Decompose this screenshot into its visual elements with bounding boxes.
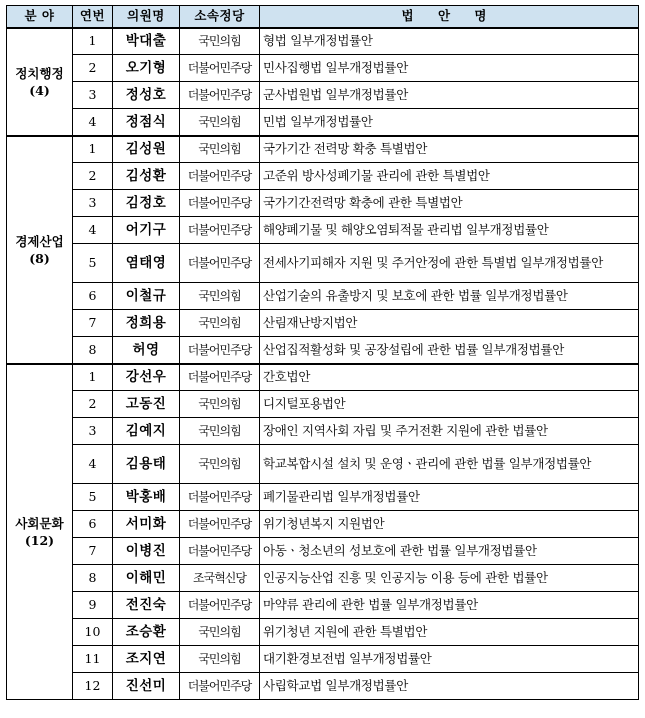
table-row <box>7 337 639 364</box>
member-name: 정점식 <box>113 109 180 136</box>
bill-title: 폐기물관리법 일부개정법률안 <box>260 484 639 511</box>
bill-title: 산업기술의 유출방지 및 보호에 관한 법률 일부개정법률안 <box>260 283 639 310</box>
member-name: 전진숙 <box>113 592 180 619</box>
member-name: 정성호 <box>113 82 180 109</box>
field-name: 정치행정 <box>15 65 64 81</box>
row-number: 2 <box>73 55 113 82</box>
party-name: 더불어민주당 <box>180 364 260 391</box>
member-name: 김성환 <box>113 163 180 190</box>
bill-title: 해양폐기물 및 해양오염퇴적물 관리법 일부개정법률안 <box>260 217 639 244</box>
table-row <box>7 418 639 445</box>
table-row <box>7 511 639 538</box>
party-name: 더불어민주당 <box>180 484 260 511</box>
table-row <box>7 565 639 592</box>
member-name: 정희용 <box>113 310 180 337</box>
party-name: 국민의힘 <box>180 109 260 136</box>
table-row <box>7 538 639 565</box>
table-row <box>7 364 639 391</box>
bill-title: 인공지능산업 진흥 및 인공지능 이용 등에 관한 법률안 <box>260 565 639 592</box>
row-number: 8 <box>73 337 113 364</box>
bill-title: 군사법원법 일부개정법률안 <box>260 82 639 109</box>
party-name: 국민의힘 <box>180 445 260 484</box>
bill-title: 국가기간 전력망 확충 특별법안 <box>260 136 639 163</box>
row-number: 1 <box>73 28 113 55</box>
bill-title: 형법 일부개정법률안 <box>260 28 639 55</box>
field-count: (8) <box>29 250 50 266</box>
member-name: 이해민 <box>113 565 180 592</box>
table-row <box>7 445 639 484</box>
row-number: 3 <box>73 82 113 109</box>
party-name: 국민의힘 <box>180 418 260 445</box>
member-name: 김정호 <box>113 190 180 217</box>
table-row <box>7 484 639 511</box>
bill-title: 사립학교법 일부개정법률안 <box>260 673 639 700</box>
member-name: 김예지 <box>113 418 180 445</box>
row-number: 5 <box>73 244 113 283</box>
bill-title: 아동ㆍ청소년의 성보호에 관한 법률 일부개정법률안 <box>260 538 639 565</box>
row-number: 7 <box>73 310 113 337</box>
table-row <box>7 391 639 418</box>
party-name: 더불어민주당 <box>180 673 260 700</box>
party-name: 더불어민주당 <box>180 190 260 217</box>
bill-title: 마약류 관리에 관한 법률 일부개정법률안 <box>260 592 639 619</box>
table-row <box>7 673 639 700</box>
bill-title: 위기청년복지 지원법안 <box>260 511 639 538</box>
table-row <box>7 163 639 190</box>
row-number: 11 <box>73 646 113 673</box>
table-row <box>7 310 639 337</box>
bill-list-table <box>6 5 639 700</box>
member-name: 김용태 <box>113 445 180 484</box>
table-row <box>7 28 639 55</box>
bill-title: 고준위 방사성폐기물 관리에 관한 특별법안 <box>260 163 639 190</box>
party-name: 더불어민주당 <box>180 163 260 190</box>
header-no: 연번 <box>73 6 113 28</box>
header-row <box>7 6 639 28</box>
party-name: 국민의힘 <box>180 391 260 418</box>
bill-title: 산업집적활성화 및 공장설립에 관한 법률 일부개정법률안 <box>260 337 639 364</box>
bill-title: 전세사기피해자 지원 및 주거안정에 관한 특별법 일부개정법률안 <box>260 244 639 283</box>
row-number: 4 <box>73 109 113 136</box>
field-count: (4) <box>29 82 50 98</box>
party-name: 더불어민주당 <box>180 337 260 364</box>
member-name: 고동진 <box>113 391 180 418</box>
table-body <box>7 28 639 700</box>
table-row <box>7 55 639 82</box>
member-name: 박홍배 <box>113 484 180 511</box>
bill-title: 대기환경보전법 일부개정법률안 <box>260 646 639 673</box>
field-cell <box>7 136 73 364</box>
header-field: 분 야 <box>7 6 73 28</box>
member-name: 조지연 <box>113 646 180 673</box>
row-number: 6 <box>73 511 113 538</box>
party-name: 국민의힘 <box>180 136 260 163</box>
row-number: 6 <box>73 283 113 310</box>
bill-title: 위기청년 지원에 관한 특별법안 <box>260 619 639 646</box>
row-number: 3 <box>73 190 113 217</box>
field-name: 경제산업 <box>15 233 64 249</box>
row-number: 1 <box>73 364 113 391</box>
member-name: 이병진 <box>113 538 180 565</box>
table-row <box>7 136 639 163</box>
member-name: 김성원 <box>113 136 180 163</box>
party-name: 국민의힘 <box>180 646 260 673</box>
party-name: 조국혁신당 <box>180 565 260 592</box>
row-number: 4 <box>73 445 113 484</box>
header-member: 의원명 <box>113 6 180 28</box>
header-bill: 법 안 명 <box>260 6 639 28</box>
table-row <box>7 244 639 283</box>
field-cell <box>7 364 73 700</box>
member-name: 허영 <box>113 337 180 364</box>
table-row <box>7 592 639 619</box>
table-row <box>7 619 639 646</box>
party-name: 국민의힘 <box>180 310 260 337</box>
table-row <box>7 82 639 109</box>
row-number: 2 <box>73 163 113 190</box>
party-name: 더불어민주당 <box>180 244 260 283</box>
row-number: 9 <box>73 592 113 619</box>
row-number: 5 <box>73 484 113 511</box>
table-row <box>7 646 639 673</box>
party-name: 더불어민주당 <box>180 217 260 244</box>
row-number: 7 <box>73 538 113 565</box>
header-party: 소속정당 <box>180 6 260 28</box>
bill-title: 민법 일부개정법률안 <box>260 109 639 136</box>
party-name: 더불어민주당 <box>180 82 260 109</box>
row-number: 2 <box>73 391 113 418</box>
row-number: 4 <box>73 217 113 244</box>
bill-title: 국가기간전력망 확충에 관한 특별법안 <box>260 190 639 217</box>
field-count: (12) <box>24 532 55 548</box>
table-row <box>7 283 639 310</box>
party-name: 더불어민주당 <box>180 592 260 619</box>
row-number: 1 <box>73 136 113 163</box>
party-name: 국민의힘 <box>180 619 260 646</box>
row-number: 3 <box>73 418 113 445</box>
party-name: 국민의힘 <box>180 28 260 55</box>
field-name: 사회문화 <box>15 515 64 531</box>
member-name: 박대출 <box>113 28 180 55</box>
member-name: 오기형 <box>113 55 180 82</box>
member-name: 조승환 <box>113 619 180 646</box>
table-row <box>7 109 639 136</box>
party-name: 더불어민주당 <box>180 55 260 82</box>
table-row <box>7 190 639 217</box>
party-name: 더불어민주당 <box>180 538 260 565</box>
bill-title: 장애인 지역사회 자립 및 주거전환 지원에 관한 법률안 <box>260 418 639 445</box>
row-number: 12 <box>73 673 113 700</box>
member-name: 이철규 <box>113 283 180 310</box>
party-name: 국민의힘 <box>180 283 260 310</box>
bill-title: 간호법안 <box>260 364 639 391</box>
bill-title: 학교복합시설 설치 및 운영ㆍ관리에 관한 법률 일부개정법률안 <box>260 445 639 484</box>
bill-title: 산림재난방지법안 <box>260 310 639 337</box>
member-name: 진선미 <box>113 673 180 700</box>
member-name: 염태영 <box>113 244 180 283</box>
table-row <box>7 217 639 244</box>
row-number: 8 <box>73 565 113 592</box>
bill-title: 디지털포용법안 <box>260 391 639 418</box>
bill-title: 민사집행법 일부개정법률안 <box>260 55 639 82</box>
row-number: 10 <box>73 619 113 646</box>
field-cell <box>7 28 73 136</box>
member-name: 강선우 <box>113 364 180 391</box>
member-name: 서미화 <box>113 511 180 538</box>
party-name: 더불어민주당 <box>180 511 260 538</box>
member-name: 어기구 <box>113 217 180 244</box>
